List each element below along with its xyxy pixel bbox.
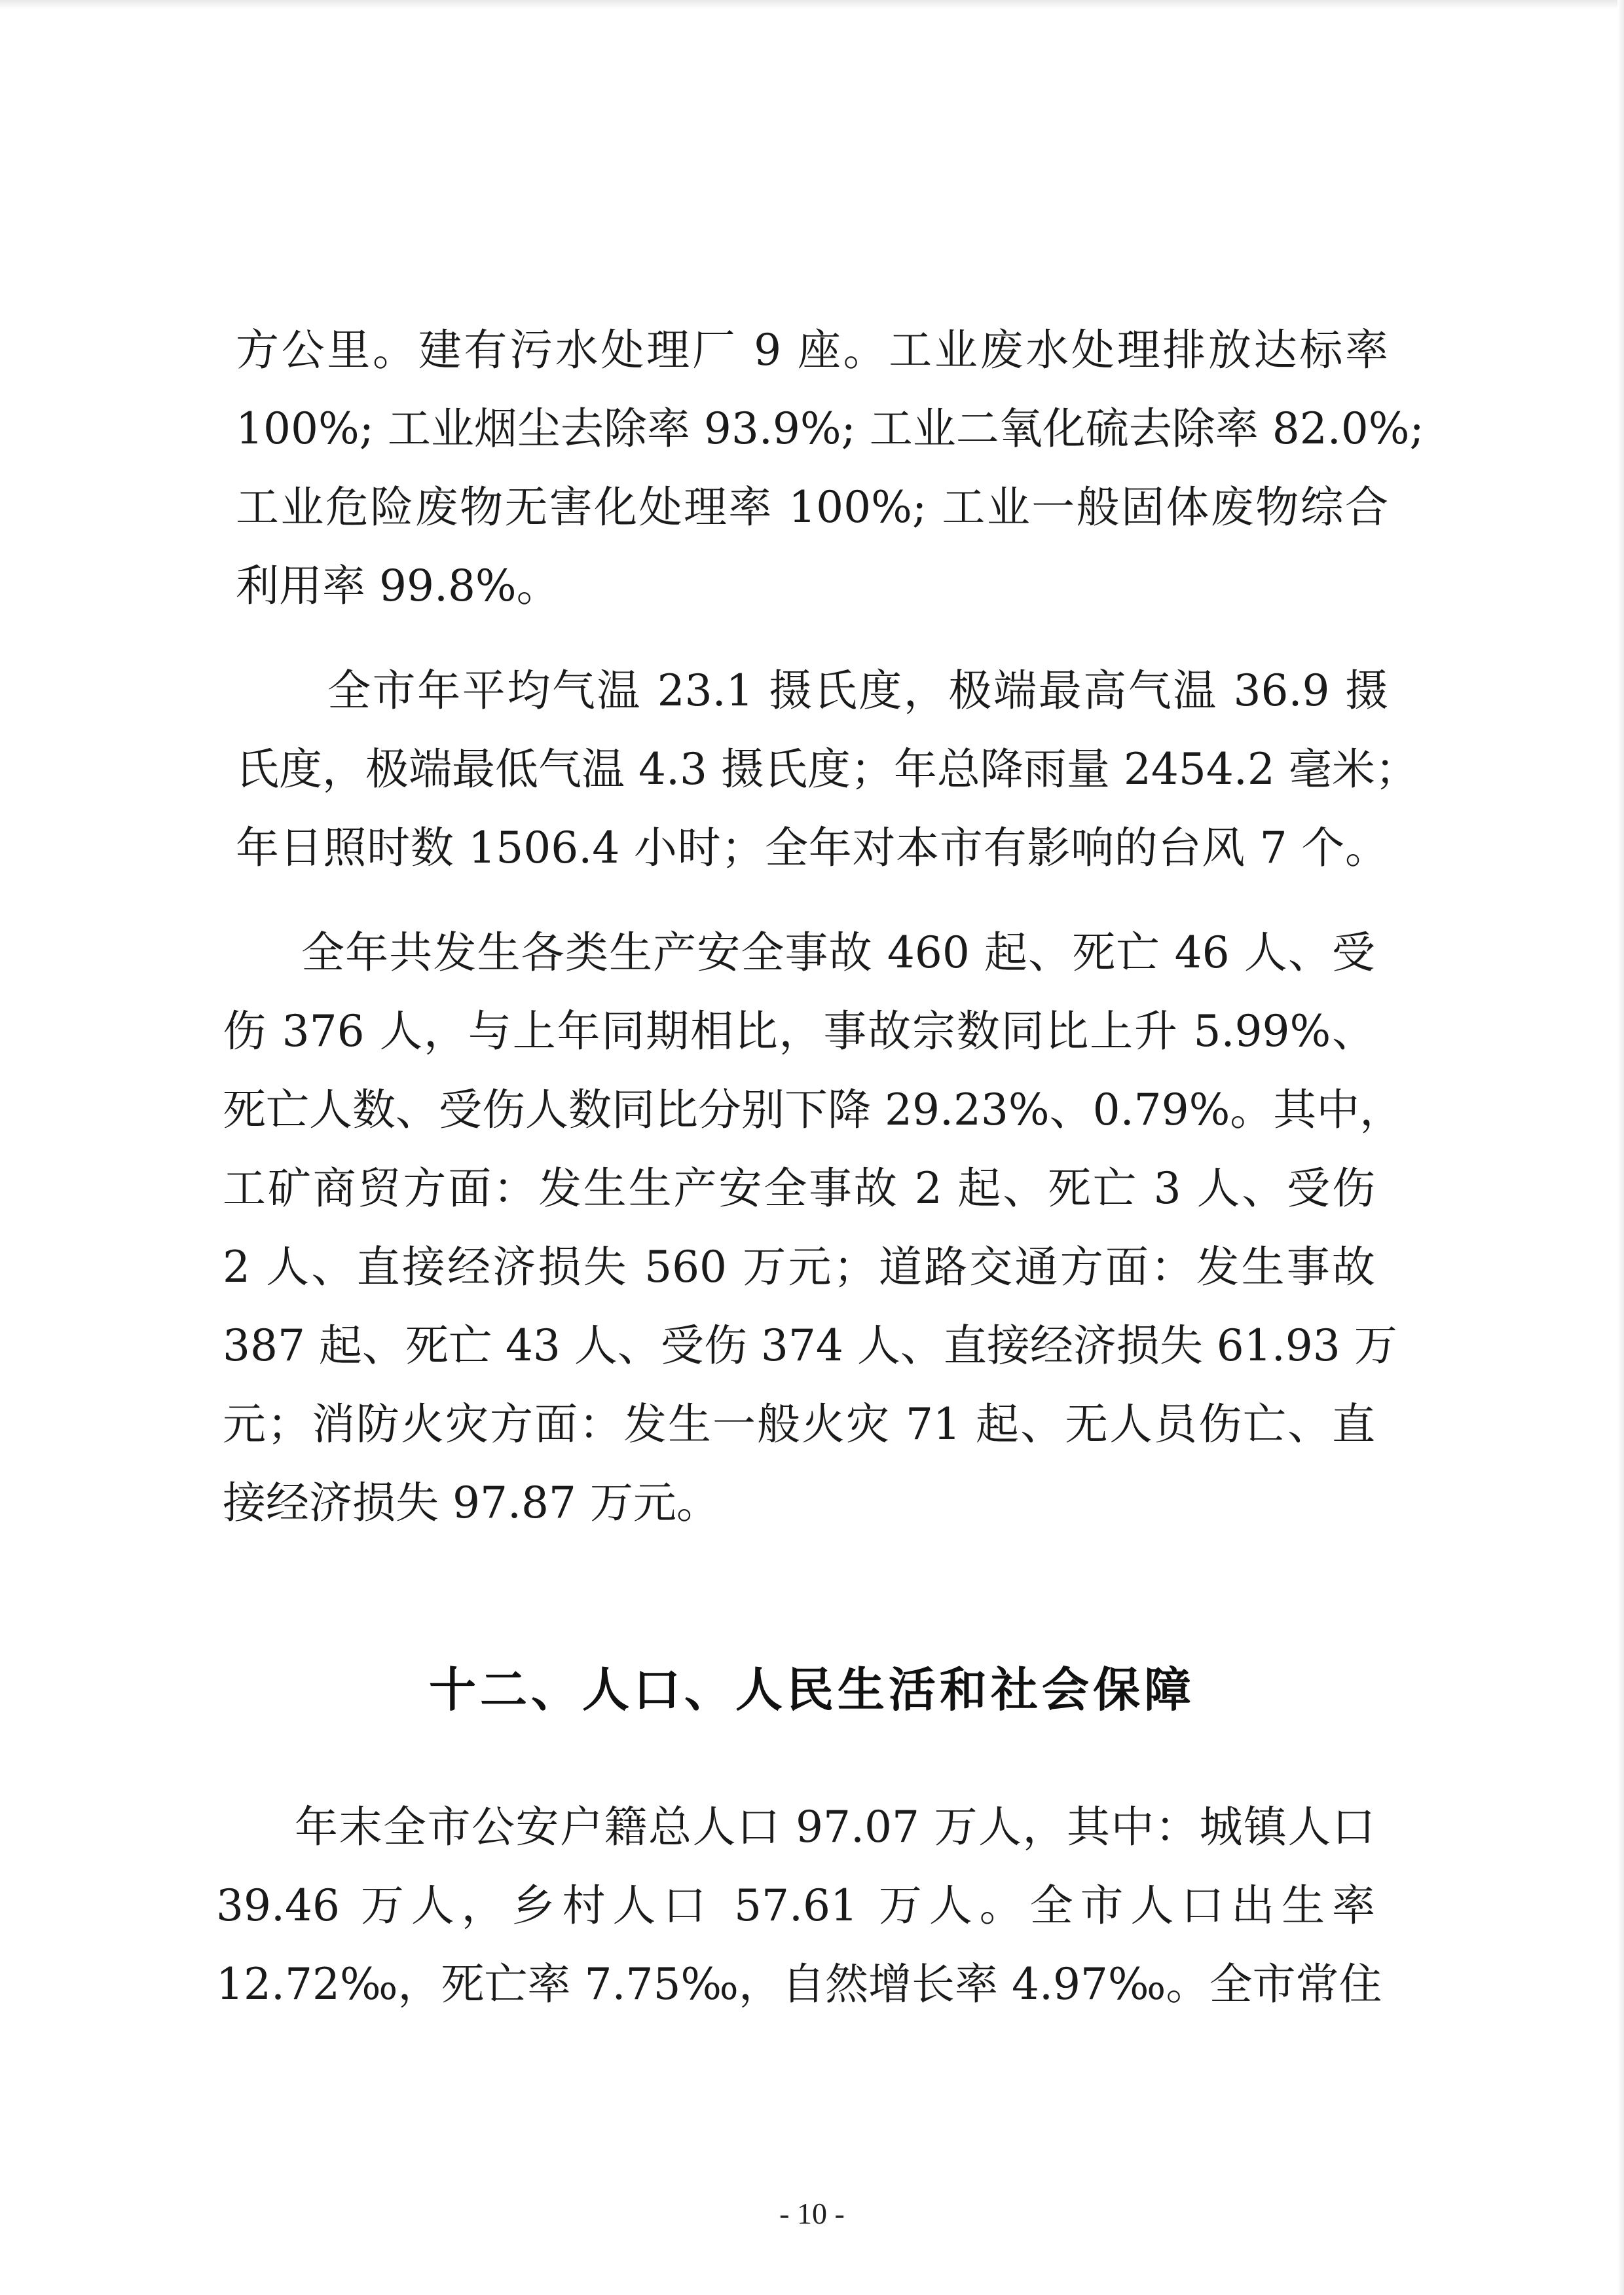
paragraph-line: 利用率 99.8%。 [236,561,560,611]
paragraph-line: 元；消防火灾方面：发生一般火灾 71 起、无人员伤亡、直 [223,1399,1375,1449]
paragraph-line: 387 起、死亡 43 人、受伤 374 人、直接经济损失 61.93 万 [223,1320,1397,1371]
paragraph-line: 工矿商贸方面：发生生产安全事故 2 起、死亡 3 人、受伤 [223,1163,1375,1214]
paragraph-line: 12.72‰，死亡率 7.75‰，自然增长率 4.97‰。全市常住 [216,1959,1382,2009]
paragraph-line: 方公里。建有污水处理厂 9 座。工业废水处理排放达标率 [236,325,1388,375]
paragraph-line: 年日照时数 1506.4 小时；全年对本市有影响的台风 7 个。 [236,823,1388,873]
paragraph-line: 全年共发生各类生产安全事故 460 起、死亡 46 人、受 [301,927,1375,978]
section-heading: 十二、人口、人民生活和社会保障 [428,1662,1195,1717]
paragraph-line: 100%; 工业烟尘去除率 93.9%; 工业二氧化硫去除率 82.0%; [236,403,1424,454]
page-number: - 10 - [779,2197,845,2230]
scan-edge-right [1617,0,1624,2295]
paragraph-line: 39.46 万人，乡村人口 57.61 万人。全市人口出生率 [216,1880,1375,1931]
paragraph-line: 工业危险废物无害化处理率 100%; 工业一般固体废物综合 [236,482,1388,532]
paragraph-line: 伤 376 人，与上年同期相比，事故宗数同比上升 5.99%、 [223,1006,1375,1056]
paragraph-line: 接经济损失 97.87 万元。 [223,1478,720,1528]
paragraph-line: 死亡人数、受伤人数同比分别下降 29.23%、0.79%。其中， [223,1085,1403,1135]
paragraph-line: 氏度，极端最低气温 4.3 摄氏度；年总降雨量 2454.2 毫米； [236,744,1418,794]
scan-edge-top [0,0,1624,9]
paragraph-line: 2 人、直接经济损失 560 万元；道路交通方面：发生事故 [223,1242,1375,1292]
paragraph-line: 全市年平均气温 23.1 摄氏度，极端最高气温 36.9 摄 [327,665,1388,716]
paragraph-line: 年末全市公安户籍总人口 97.07 万人，其中：城镇人口 [295,1802,1375,1852]
